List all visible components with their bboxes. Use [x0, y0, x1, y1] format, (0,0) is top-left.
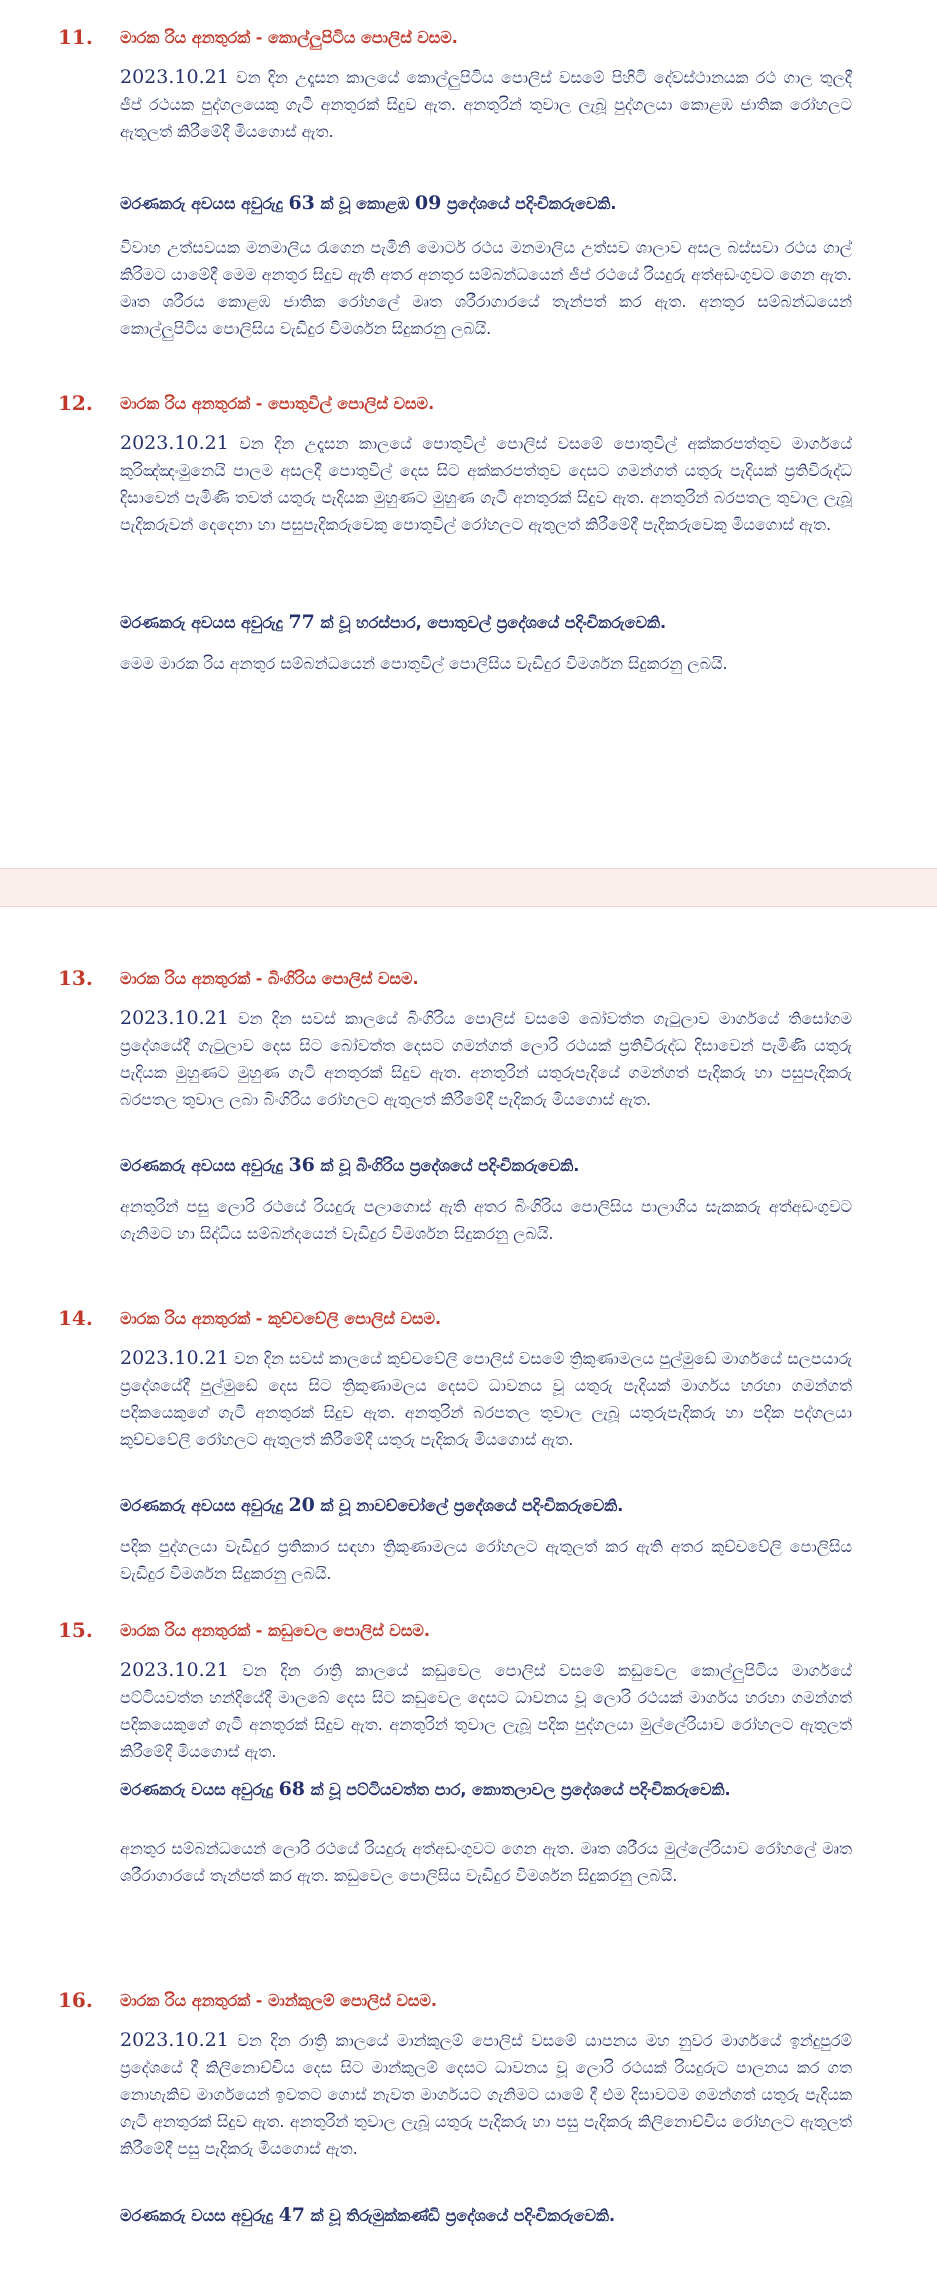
entry-description: 2023.10.21 වන දින රාත්‍රි කාලයේ කඩුවෙල පොලිස් වසමේ කඩුවෙල කොල්ලුපිටිය මාර්ගයේ පට්ටියවත්ත හන්දියේදී මාලබේ දෙස සිට කඩුවෙල දෙසට ධාවනය වූ ලොරි රථයක් මාර්ගය හරහා ගමන්ගත් පදිකයෙකුගේ ගැටී අනතුරක් සිදුව ඇත. අනතුරින් තුවාල ලැබූ පදික පුද්ගලයා මුල්ලේරියාව රෝහලට ඇතුලත් කිරීමේදී මියගොස් ඇත. — [120, 1659, 852, 1761]
entry-heading: මාරක රිය අනතුරක් - මාන්කුලම් පොලිස් වසම. — [120, 1991, 437, 2010]
entry-date: 2023.10.21 — [120, 66, 229, 88]
entry-description: 2023.10.21 වන දින උදෑසන කාලයේ පොතුවිල් පොලිස් වසමේ පොතුවිල් අක්කරපත්තුව මාර්ගයේ කුරිඤ්ඤංමුනෙයි පාලම අසලදී පොතුවිල් දෙස සිට අක්කරපත්තුව දෙසට ගමන්ගත් යතුරු පැදියක් ප්‍රතිවිරුද්ධ දිසාවෙන් පැමිණි තවත් යතුරු පැදියක මුහුණට මුහුණ ගැටී අනතුරක් සිදුව ඇත. අනතුරින් බරපතල තුවාල ලැබූ පැදිකරුවන් දෙදෙනා හා පසුපැදිකරුවෙකු පොතුවිල් රෝහලට ඇතුලත් කිරීමේදී පැදිකරුවෙකු මියගොස් ඇත. — [120, 432, 852, 534]
page-divider — [0, 868, 937, 907]
entry-date: 2023.10.21 — [120, 2029, 229, 2051]
entry-note: අනතුර සම්බන්ධයෙන් ලොරි රථයේ රියදුරු අත්අඩංගුවට ගෙන ඇත. මෘත ශරීරය මුල්ලේරියාව රෝහලේ මෘත ශරීරාගාරයේ තැන්පත් කර ඇත. කඩුවෙල පොලිසිය වැඩිදුර විමර්ශන සිදුකරනු ලබයි. — [120, 1839, 852, 1885]
entry-note: විවාහ උත්සවයක මනමාලිය රැගෙන පැමිනි මොටර් රථය මනමාලිය උත්සව ශාලාව අසල බස්සවා රථය ගාල් කිරිමට යාමේදී මෙම අනතුර සිදුව ඇති අතර අනතුර සම්බන්ධයෙන් ජීප් රථයේ රියදුරු අත්අඩංගුවට ගෙන ඇත. මෘත ශරීරය කොළඹ ජාතික රෝහලේ මෘත ශරීරාගාරයේ තැන්පත් කර ඇත. අනතුර සම්බන්ධයෙන් කොල්ලුපිටිය පොලිසිය වැඩිදුර විමර්ශන සිදුකරනු ලබයි. — [120, 238, 852, 338]
entry-description: 2023.10.21 වන දින සවස් කාලයේ කුච්චවේලි පොලිස් වසමේ ත්‍රිකුණාමලය පුල්මුඩේ මාර්ගයේ සලපයාරු ප්‍රදේශයේදී පුල්මුඩේ දෙස සිට ත්‍රිකුණාමලය දෙසට ධාවනය වූ යතුරු පැදියක් මාර්ගය හරහා ගමන්ගත් පදිකයෙකුගේ ගැටී අනතුරක් සිදුව ඇත. අනතුරින් බරපතල තුවාල ලැබූ යතුරුපැදිකරු හා පදික පද්ගලයා කුච්චවේලි රෝහලට ඇතුලත් කිරීමේදී යතුරු පැදිකරු මියගොස් ඇත. — [120, 1347, 852, 1449]
entry-description: 2023.10.21 වන දින රාත්‍රි කාලයේ මාන්කුලම් පොලිස් වසමේ යාපනය මහ නුවර මාර්ගයේ ඉන්දුපුරම් ප්‍රදේශයේ දී කිලිනොච්චිය දෙස සිට මාන්කුලම් දෙසට ධාවනය වූ ලොරි රථයක් රියදුරුට පාලනය කර ගත නොහැකිව මාර්ගයෙන් ඉවතට ගොස් නැවත මාර්ගයට ගැනිමට යාමේ දී එම දිසාවටම ගමන්ගත් යතුරු පැදියක ගැටී අනතුරක් සිදුව ඇත. අනතුරින් තුවාල ලැබූ යතුරු පැදිකරු හා පසු පැදිකරු කිලිනොච්චිය රෝහලට ඇතුලත් කිරීමේදී පසු පැදිකරු මියගොස් ඇත. — [120, 2029, 852, 2158]
entry-note: පදික පුද්ගලයා වැඩිදුර ප්‍රතිකාර සඳහා ත්‍රිකුණාමලය රෝහලට ඇතුලත් කර ඇති අතර කුච්චවේලි පොලිසිය වැඩිදුර විමර්ශන සිදුකරනු ලබයි. — [120, 1537, 852, 1583]
victim-age-line: මරණකරු අවයස අවුරුදු 20 ක් වූ නාවච්චෝලේ ප්‍රදේශයේ පදිංචිකරුවෙකි. — [120, 1494, 624, 1516]
entry-description: 2023.10.21 වන දින සවස් කාලයේ බිංගිරිය පොලිස් වසමේ බෝවත්ත ගැටුලාව මාර්ගයේ තිසෝගම ප්‍රදේශයේදී ගැටුලාව දෙස සිට බෝවත්ත දෙසට ගමන්ගත් ලොරි රථයක් ප්‍රතිවිරුද්ධ දිසාවෙන් පැමිණි යතුරු පැදියක මුහුණට මුහුණ ගැටී අනතුරක් සිදුව ඇත. අනතුරින් යතුරුපැදියේ ගමන්ගත් පැදිකරු හා පසුපැදිකරු බරපතල තුවාල ලබා බිංගිරිය රෝහලට ඇතුලත් කිරීමේදී පැදිකරු මියගොස් ඇත. — [120, 1007, 852, 1109]
entry-date: 2023.10.21 — [120, 1659, 229, 1681]
entry-note: මෙම මාරක රිය අනතුර සම්බන්ධයෙන් පොතුවිල් පොලිසිය වැඩිදුර විමර්ශන සිදුකරනු ලබයි. — [120, 654, 728, 673]
entry-date: 2023.10.21 — [120, 1347, 229, 1369]
victim-age-line: මරණකරු අවයස අවුරුදු 63 ක් වූ කොළඹ 09 ප්‍රදේශයේ පදිංචිකරුවෙකි. — [120, 192, 617, 214]
entry-heading: මාරක රිය අනතුරක් - බිංගිරිය පොලිස් වසම. — [120, 969, 419, 988]
victim-age-line: මරණකරු වයස අවුරුදු 47 ක් වූ තිරුමුක්කණ්ඩි ප්‍රදේශයේ පදිංචිකරුවෙකි. — [120, 2204, 616, 2226]
document-page-2 — [0, 907, 937, 2270]
entry-heading: මාරක රිය අනතුරක් - පොතුවිල් පොලිස් වසම. — [120, 394, 435, 413]
entry-date: 2023.10.21 — [120, 1007, 229, 1029]
entry-heading: මාරක රිය අනතුරක් - කඩුවෙල පොලිස් වසම. — [120, 1621, 430, 1640]
entry-note: අනතුරින් පසු ලොරි රථයේ රියදුරු පලාගොස් ඇති අතර බිංගිරිය පොලිසිය පාලාගිය සැකකරු අත්අඩංගුවට ගැනිමට හා සිද්ධිය සම්බන්දයෙන් වැඩිදුර විමර්ශන සිදුකරනු ලබයි. — [120, 1197, 852, 1243]
entry-number: 16. — [58, 1988, 93, 2012]
entry-date: 2023.10.21 — [120, 432, 229, 454]
entry-description: 2023.10.21 වන දින උදෑසන කාලයේ කොල්ලුපිටිය පොලිස් වසමේ පිහිටි දේවස්ථානයක රථ ගාල තුලදී ජීප් රථයක පුද්ගලයෙකු ගැටී අනතුරක් සිදුව ඇත. අනතුරින් තුවාල ලැබූ පුද්ගලයා කොළඹ ජාතික රෝහලට ඇතුලත් කිරීමේදී මියගොස් ඇත. — [120, 66, 852, 141]
entry-heading: මාරක රිය අනතුරක් - කුච්චවේලි පොලිස් වසම. — [120, 1309, 442, 1328]
victim-age-line: මරණකරු අවයස අවුරුදු 77 ක් වූ හරස්පාර, පොතුවල් ප්‍රදේශයේ පදිංචිකරුවෙකි. — [120, 611, 667, 633]
victim-age-line: මරණකරු අවයස අවුරුදු 36 ක් වූ බිංගිරිය ප්‍රදේශයේ පදිංචිකරුවෙකි. — [120, 1154, 580, 1176]
entry-number: 12. — [58, 391, 93, 415]
victim-age-line: මරණකරු වයස අවුරුදු 68 ක් වූ පට්ටියවත්ත පාර, කොතලාවල ප්‍රදේශයේ පදිංචිකරුවෙකි. — [120, 1778, 731, 1800]
entry-number: 14. — [58, 1306, 93, 1330]
entry-number: 11. — [58, 25, 93, 49]
document-page-1 — [0, 0, 937, 868]
entry-heading: මාරක රිය අනතුරක් - කොල්ලුපිටිය පොලිස් වසම. — [120, 28, 458, 47]
entry-number: 13. — [58, 966, 93, 990]
entry-number: 15. — [58, 1618, 93, 1642]
